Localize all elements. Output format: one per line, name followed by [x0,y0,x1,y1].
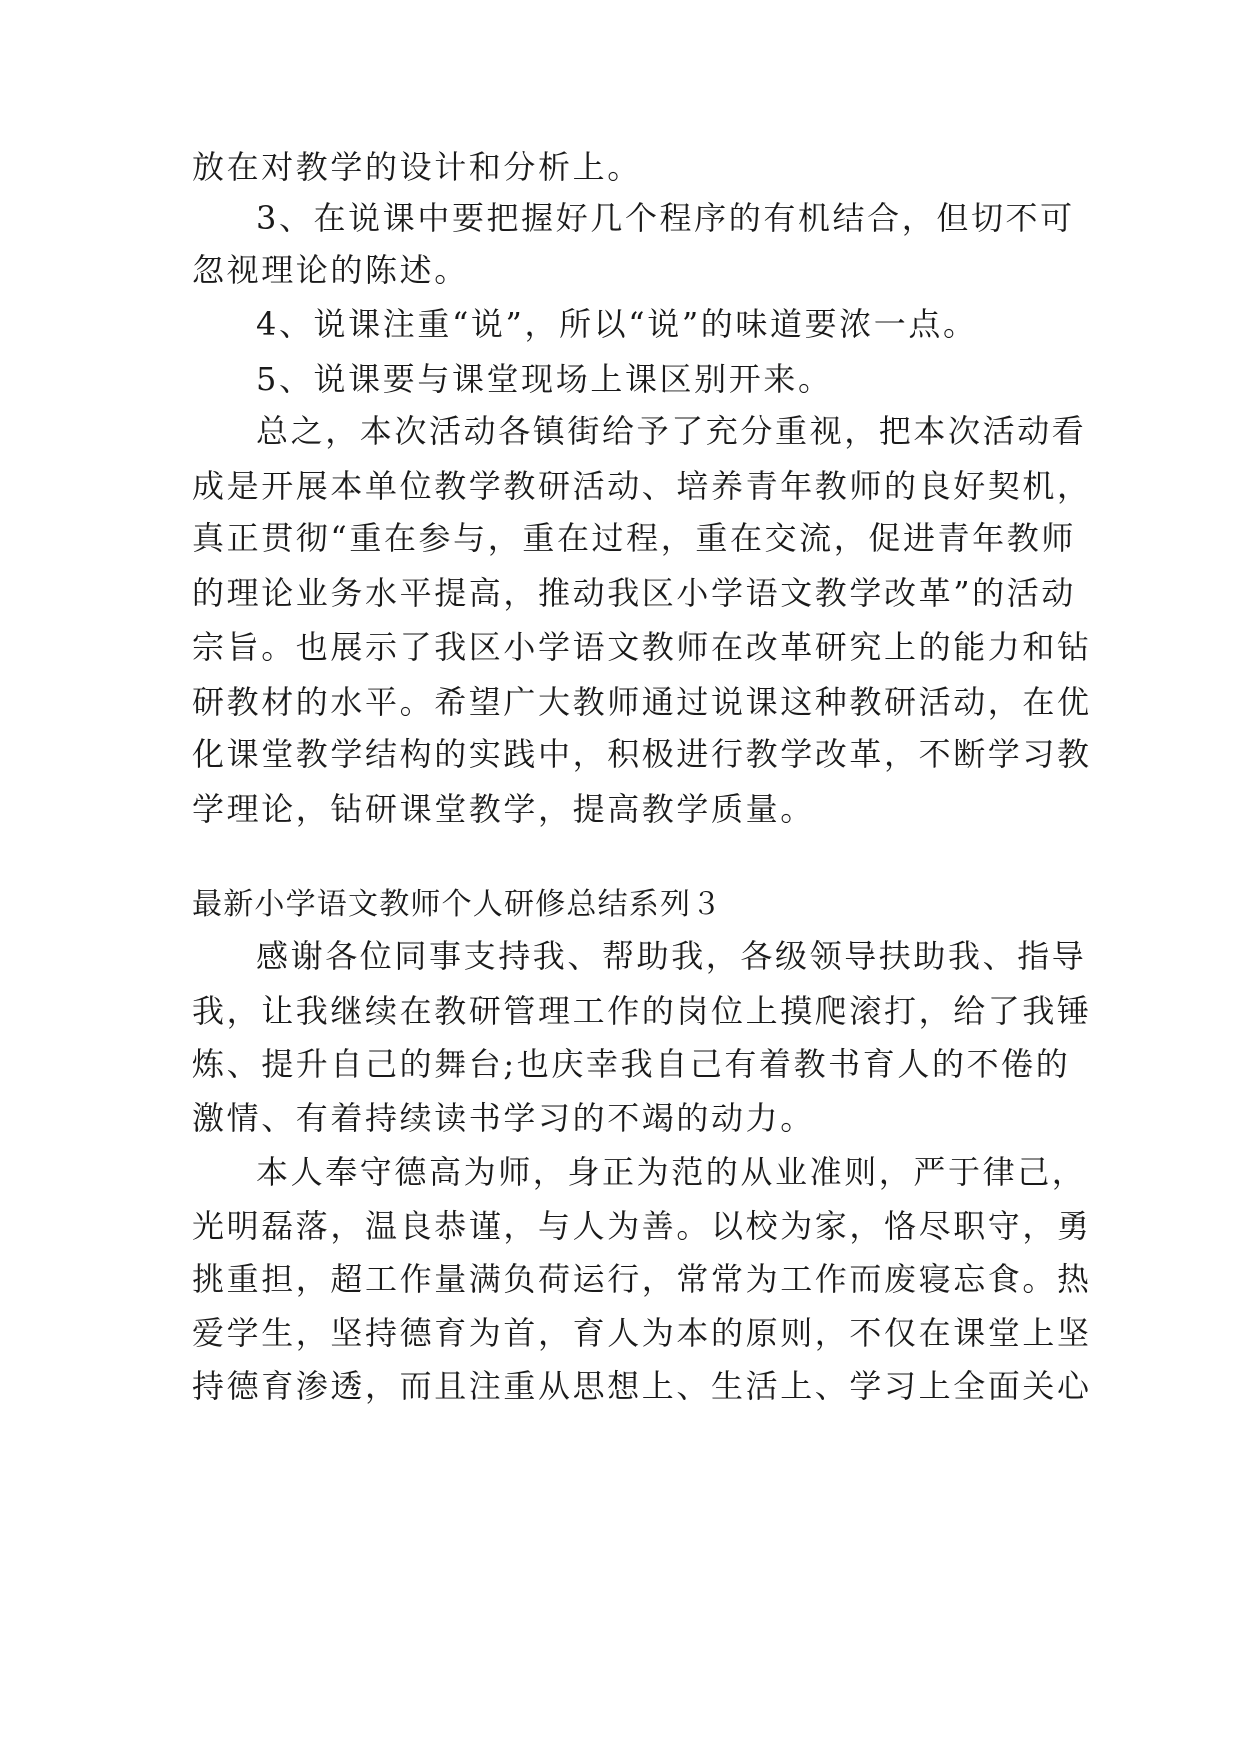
text-line: 爱学生，坚持德育为首，育人为本的原则，不仅在课堂上坚 [192,1314,1092,1352]
text-line: 持德育渗透，而且注重从思想上、生活上、学习上全面关心 [192,1367,1092,1405]
text-line: 3、在说课中要把握好几个程序的有机结合，但切不可 [256,199,1075,237]
text-line: 总之，本次活动各镇街给予了充分重视，把本次活动看 [256,412,1087,450]
section-title: 最新小学语文教师个人研修总结系列３ [192,887,723,922]
text-line: 研教材的水平。希望广大教师通过说课这种教研活动，在优 [192,683,1092,721]
text-line: 4、说课注重“说”，所以“说”的味道要浓一点。 [256,305,978,343]
text-line: 化课堂教学结构的实践中，积极进行教学改革，不断学习教 [192,735,1092,773]
text-line: 真正贯彻“重在参与，重在过程，重在交流，促进青年教师 [192,519,1076,557]
text-line: 5、说课要与课堂现场上课区别开来。 [256,360,833,398]
text-line: 成是开展本单位教学教研活动、培养青年教师的良好契机， [192,467,1092,505]
text-line: 学理论，钻研课堂教学，提高教学质量。 [192,790,815,828]
text-line: 挑重担，超工作量满负荷运行，常常为工作而废寝忘食。热 [192,1260,1092,1298]
text-line: 激情、有着持续读书学习的不竭的动力。 [192,1099,815,1137]
text-line: 我，让我继续在教研管理工作的岗位上摸爬滚打，给了我锤 [192,992,1092,1030]
text-line: 光明磊落，温良恭谨，与人为善。以校为家，恪尽职守，勇 [192,1207,1092,1245]
text-line: 忽视理论的陈述。 [192,251,469,289]
text-line: 感谢各位同事支持我、帮助我，各级领导扶助我、指导 [256,937,1087,975]
text-line: 本人奉守德高为师，身正为范的从业准则，严于律己， [256,1153,1087,1191]
text-line: 放在对教学的设计和分析上。 [192,148,642,186]
text-line: 宗旨。也展示了我区小学语文教师在改革研究上的能力和钻 [192,628,1092,666]
text-line: 炼、提升自己的舞台;也庆幸我自己有着教书育人的不倦的 [192,1045,1071,1083]
text-line: 的理论业务水平提高，推动我区小学语文教学改革”的活动 [192,574,1076,612]
